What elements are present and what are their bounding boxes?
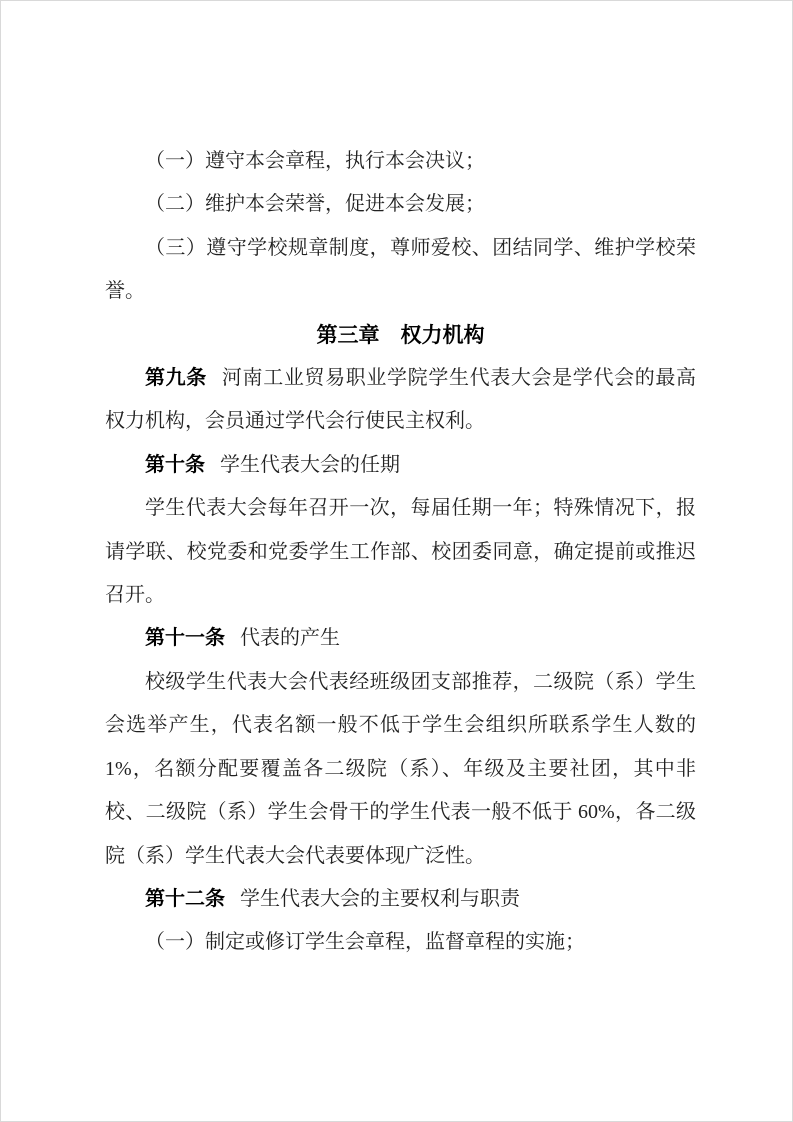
- article-9-text: 河南工业贸易职业学院学生代表大会是学代会的最高权力机构，会员通过学代会行使民主权利。: [105, 367, 697, 433]
- article-12-number: 第十二条: [145, 887, 225, 910]
- clause-item-1: （一）遵守本会章程，执行本会决议；: [145, 150, 485, 172]
- document-body: [1, 1, 792, 965]
- article-9-paragraph: [105, 357, 696, 444]
- article-12-paragraph: [105, 878, 696, 921]
- article-9-number: 第九条: [145, 367, 207, 390]
- article-12-clause-item-1: （一）制定或修订学生会章程，监督章程的实施；: [145, 931, 585, 954]
- article-11-body-paragraph: 校级学生代表大会代表经班级团支部推荐，二级院（系）学生会选举产生，代表名额一般不低于学生会组织所联系学生人数的 1%，名额分配要覆盖各二级院（系）、年级及主要社团，其中非校、二级院（系）学生会骨干的学生代表一般不低于 60%，各二级院（系）学生代表大会代表要体现广泛性。: [105, 670, 696, 867]
- clause-item-2: （二）维护本会荣誉，促进本会发展；: [145, 193, 485, 216]
- article-12-title: 学生代表大会的主要权利与职责: [240, 887, 520, 910]
- article-11-number: 第十一条: [145, 627, 225, 650]
- article-10-number: 第十条: [145, 453, 205, 476]
- chapter-heading: 第三章 权力机构: [316, 323, 485, 347]
- article-10-body-paragraph: 学生代表大会每年召开一次，每届任期一年；特殊情况下，报请学联、校党委和党委学生工作部、校团委同意，确定提前或推迟召开。: [105, 497, 696, 607]
- article-11-paragraph: [105, 617, 696, 660]
- article-10-paragraph: [105, 444, 696, 487]
- article-11-title: 代表的产生: [240, 627, 340, 650]
- article-10-title: 学生代表大会的任期: [220, 453, 400, 476]
- clause-item-3: （三）遵守学校规章制度，尊师爱校、团结同学、维护学校荣誉。: [105, 236, 696, 303]
